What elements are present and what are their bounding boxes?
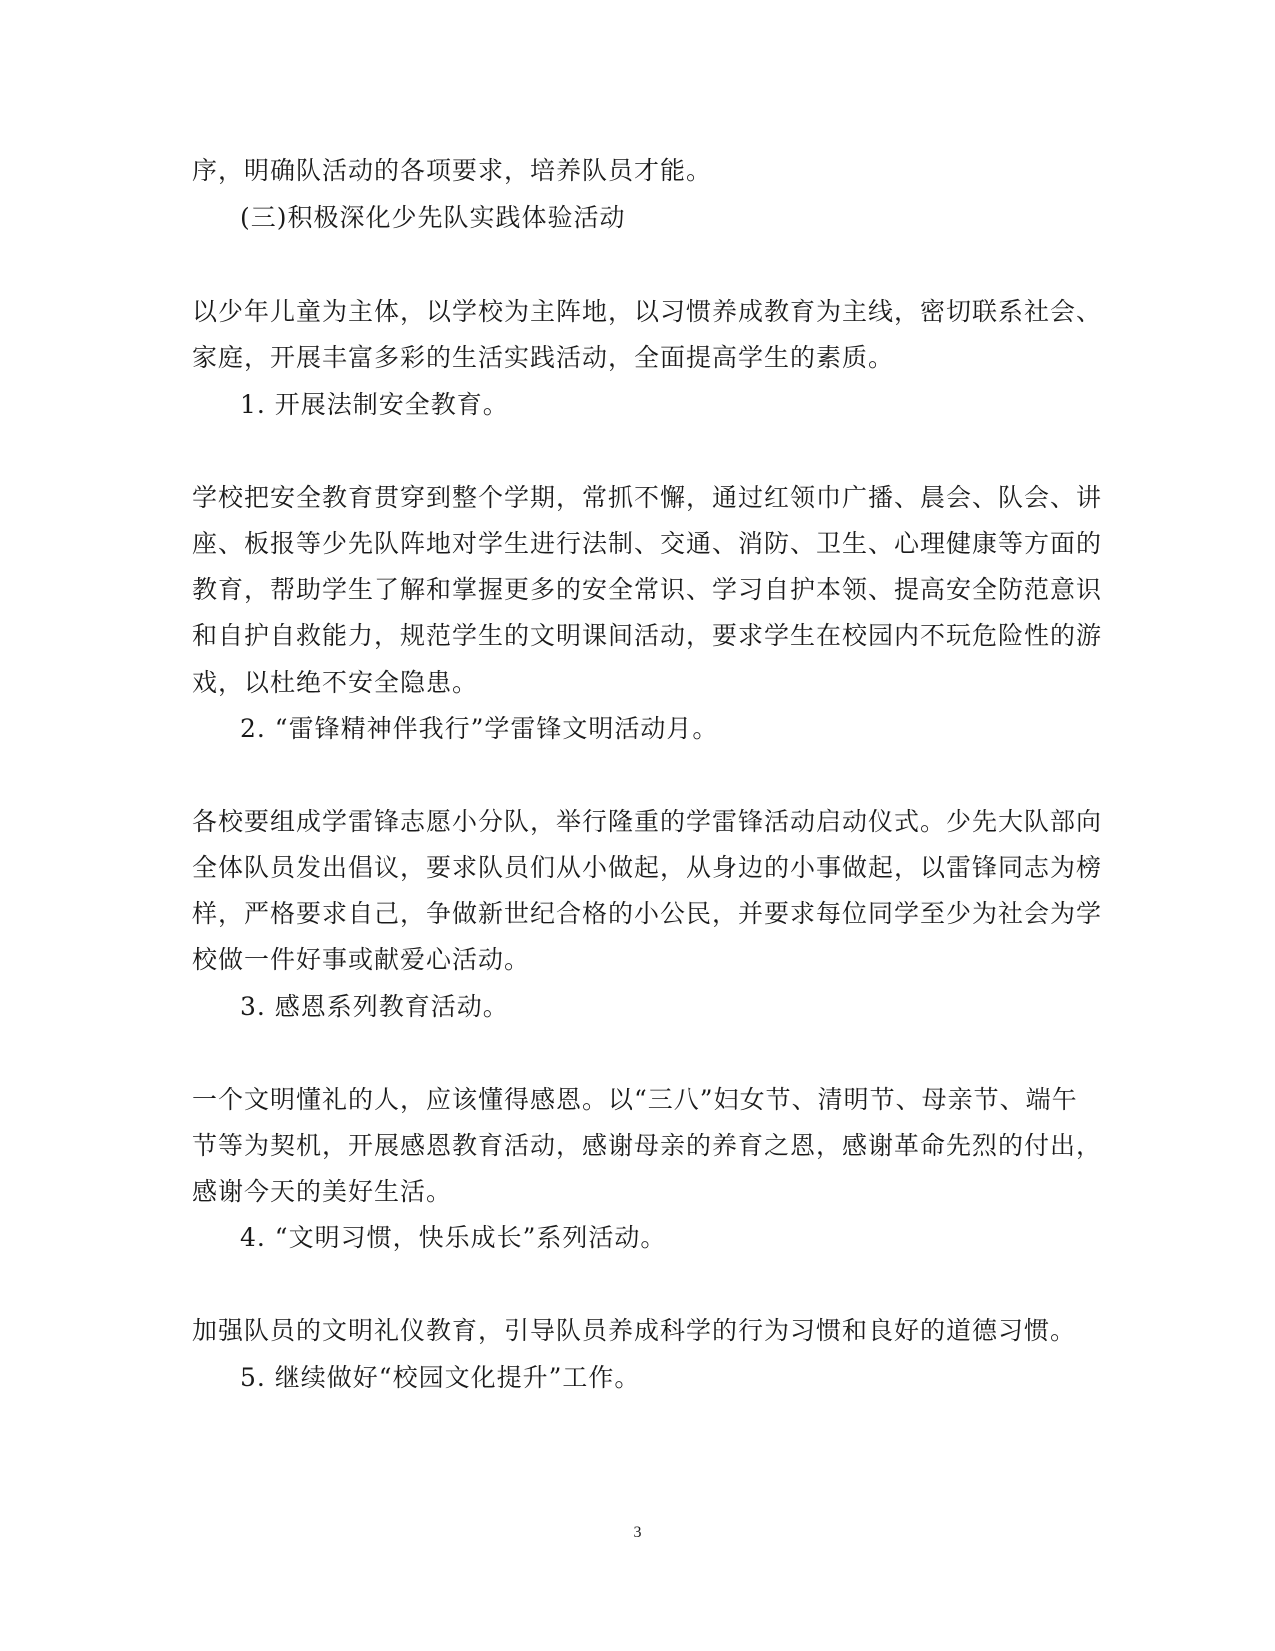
- section-heading: (三)积极深化少先队实践体验活动: [240, 203, 626, 232]
- body-text-line: 学校把安全教育贯穿到整个学期，常抓不懈，通过红领巾广播、晨会、队会、讲: [192, 483, 1103, 512]
- body-text-line: 加强队员的文明礼仪教育，引导队员养成科学的行为习惯和良好的道德习惯。: [192, 1316, 1077, 1345]
- body-text-line: 校做一件好事或献爱心活动。: [192, 945, 531, 974]
- body-text-line: 教育，帮助学生了解和掌握更多的安全常识、学习自护本领、提高安全防范意识: [192, 575, 1103, 604]
- body-text-line: 一个文明懂礼的人，应该懂得感恩。以“三八”妇女节、清明节、母亲节、端午: [192, 1085, 1078, 1114]
- body-text-line: 感谢今天的美好生活。: [192, 1177, 453, 1206]
- body-text-line: 样，严格要求自己，争做新世纪合格的小公民，并要求每位同学至少为社会为学: [192, 899, 1103, 928]
- body-text-line: 节等为契机，开展感恩教育活动，感谢母亲的养育之恩，感谢革命先烈的付出，: [192, 1131, 1103, 1160]
- page-number: 3: [633, 1524, 642, 1541]
- body-text-line: 以少年儿童为主体，以学校为主阵地，以习惯养成教育为主线，密切联系社会、: [192, 297, 1103, 326]
- list-item-heading: 4. “文明习惯，快乐成长”系列活动。: [240, 1223, 667, 1252]
- body-text-line: 全体队员发出倡议，要求队员们从小做起，从身边的小事做起，以雷锋同志为榜: [192, 853, 1103, 882]
- body-text-line: 座、板报等少先队阵地对学生进行法制、交通、消防、卫生、心理健康等方面的: [192, 529, 1103, 558]
- body-text-line: 家庭，开展丰富多彩的生活实践活动，全面提高学生的素质。: [192, 343, 895, 372]
- body-text-line: 戏，以杜绝不安全隐患。: [192, 668, 479, 697]
- list-item-heading: 3. 感恩系列教育活动。: [240, 992, 509, 1021]
- body-text-line: 和自护自救能力，规范学生的文明课间活动，要求学生在校园内不玩危险性的游: [192, 621, 1103, 650]
- list-item-heading: 1. 开展法制安全教育。: [240, 390, 509, 419]
- body-text-line: 序，明确队活动的各项要求，培养队员才能。: [192, 156, 713, 185]
- list-item-heading: 5. 继续做好“校园文化提升”工作。: [240, 1363, 641, 1392]
- body-text-line: 各校要组成学雷锋志愿小分队，举行隆重的学雷锋活动启动仪式。少先大队部向: [192, 807, 1103, 836]
- list-item-heading: 2. “雷锋精神伴我行”学雷锋文明活动月。: [240, 714, 719, 743]
